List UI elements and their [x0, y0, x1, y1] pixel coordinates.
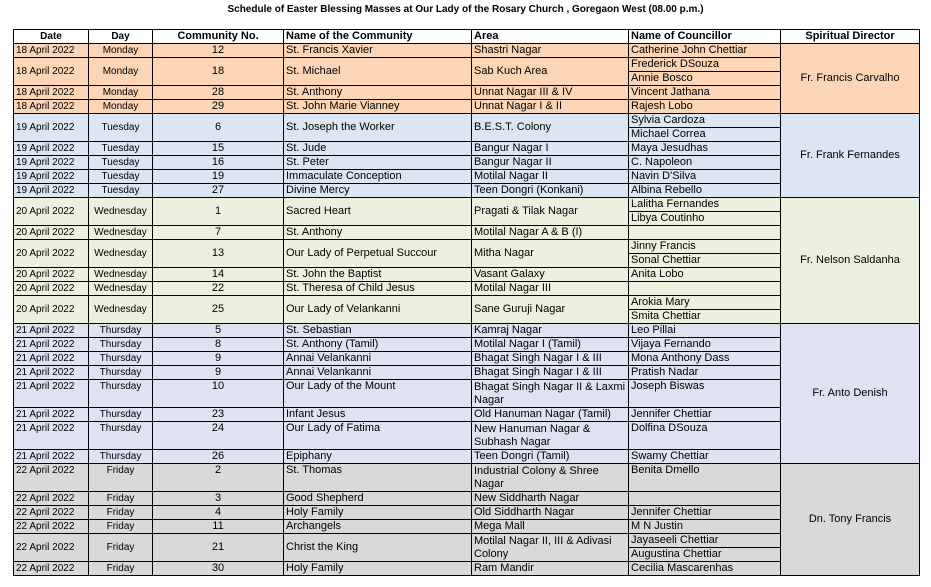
day-cell: Friday: [89, 520, 153, 534]
councillor-cell: [629, 296, 781, 324]
community-no-cell: 8: [153, 338, 284, 352]
community-name-cell: St. Thomas: [284, 464, 472, 492]
councillor-name: Pratish Nadar: [631, 366, 699, 378]
day-cell: Wednesday: [89, 282, 153, 296]
day-cell: Thursday: [89, 338, 153, 352]
councillor-name: Benita Dmello: [631, 464, 700, 476]
community-no-cell: 9: [153, 366, 284, 380]
councillor-cell: [629, 422, 781, 450]
area-cell: [472, 422, 629, 450]
community-no-cell: 5: [153, 324, 284, 338]
area-line: Mitha Nagar: [474, 247, 534, 259]
date-cell: 21 April 2022: [14, 366, 89, 380]
table-row: [14, 324, 920, 338]
day-cell: Monday: [89, 44, 153, 58]
date-cell: 19 April 2022: [14, 170, 89, 184]
councillor-name: Leo Pillai: [631, 324, 676, 336]
area-cell: [472, 450, 629, 464]
councillor-cell: [629, 156, 781, 170]
councillor-name: Swamy Chettiar: [631, 450, 709, 462]
community-no-cell: 2: [153, 464, 284, 492]
spiritual-director-cell: Fr. Francis Carvalho: [781, 44, 920, 114]
councillor-cell: [629, 184, 781, 198]
area-cell: [472, 520, 629, 534]
area-cell: [472, 44, 629, 58]
day-cell: Friday: [89, 562, 153, 576]
community-name-cell: Infant Jesus: [284, 408, 472, 422]
date-cell: 21 April 2022: [14, 324, 89, 338]
date-cell: 22 April 2022: [14, 506, 89, 520]
councillor-cell: [629, 226, 781, 240]
day-cell: Thursday: [89, 352, 153, 366]
councillor-name: [631, 282, 778, 295]
councillor-name: M N Justin: [631, 520, 683, 532]
councillor-cell: [629, 366, 781, 380]
area-line: Teen Dongri (Konkani): [474, 184, 584, 196]
community-no-cell: 14: [153, 268, 284, 282]
community-name-cell: Good Shepherd: [284, 492, 472, 506]
area-cell: [472, 170, 629, 184]
councillor-name: Maya Jesudhas: [631, 142, 709, 154]
date-cell: 18 April 2022: [14, 44, 89, 58]
community-name-cell: Holy Family: [284, 562, 472, 576]
day-cell: Tuesday: [89, 142, 153, 156]
community-name-cell: St. Michael: [284, 58, 472, 86]
community-name-cell: St. Francis Xavier: [284, 44, 472, 58]
schedule-body: [14, 44, 920, 576]
councillor-name: Vijaya Fernando: [631, 338, 711, 350]
community-no-cell: 13: [153, 240, 284, 268]
date-cell: 22 April 2022: [14, 464, 89, 492]
councillor-name: Albina Rebello: [631, 184, 702, 196]
day-cell: Monday: [89, 100, 153, 114]
area-cell: [472, 464, 629, 492]
day-cell: Monday: [89, 58, 153, 86]
community-no-cell: 1: [153, 198, 284, 226]
area-line: Sane Guruji Nagar: [474, 303, 566, 315]
community-name-cell: St. Anthony (Tamil): [284, 338, 472, 352]
header-day: Day: [89, 30, 153, 44]
date-cell: 18 April 2022: [14, 100, 89, 114]
area-line: Sab Kuch Area: [474, 65, 548, 77]
date-cell: 18 April 2022: [14, 86, 89, 100]
header-date: Date: [14, 30, 89, 44]
date-cell: 20 April 2022: [14, 198, 89, 226]
day-cell: Tuesday: [89, 156, 153, 170]
area-cell: [472, 562, 629, 576]
day-cell: Wednesday: [89, 226, 153, 240]
table-row: [14, 198, 920, 226]
area-cell: [472, 198, 629, 226]
date-cell: 20 April 2022: [14, 296, 89, 324]
councillor-cell: [629, 324, 781, 338]
councillor-name: Smita Chettiar: [629, 309, 780, 323]
spiritual-director-cell: Fr. Frank Fernandes: [781, 114, 920, 198]
councillor-name: Augustina Chettiar: [629, 547, 780, 561]
area-line: Old Hanuman Nagar (Tamil): [474, 408, 611, 420]
area-cell: [472, 534, 629, 562]
community-name-cell: Our Lady of the Mount: [284, 380, 472, 408]
day-cell: Thursday: [89, 380, 153, 408]
councillor-cell: [629, 352, 781, 366]
area-cell: [472, 114, 629, 142]
councillor-cell: [629, 520, 781, 534]
community-no-cell: 15: [153, 142, 284, 156]
day-cell: Thursday: [89, 366, 153, 380]
community-name-cell: St. John Marie Vianney: [284, 100, 472, 114]
councillor-name: Jennifer Chettiar: [631, 408, 712, 420]
area-cell: [472, 268, 629, 282]
councillor-cell: [629, 198, 781, 226]
area-line: Unnat Nagar III & IV: [474, 86, 573, 98]
area-line: Teen Dongri (Tamil): [474, 450, 570, 462]
day-cell: Tuesday: [89, 170, 153, 184]
area-cell: [472, 366, 629, 380]
area-line: Bhagat Singh Nagar I & III: [474, 352, 602, 364]
area-line: Nagar: [474, 393, 504, 406]
day-cell: Tuesday: [89, 184, 153, 198]
area-cell: [472, 156, 629, 170]
councillor-cell: [629, 142, 781, 156]
community-name-cell: St. Jude: [284, 142, 472, 156]
date-cell: 22 April 2022: [14, 520, 89, 534]
area-cell: [472, 506, 629, 520]
day-cell: Thursday: [89, 450, 153, 464]
community-name-cell: St. Joseph the Worker: [284, 114, 472, 142]
community-no-cell: 16: [153, 156, 284, 170]
day-cell: Wednesday: [89, 296, 153, 324]
community-no-cell: 29: [153, 100, 284, 114]
community-no-cell: 9: [153, 352, 284, 366]
day-cell: Wednesday: [89, 268, 153, 282]
day-cell: Monday: [89, 86, 153, 100]
councillor-cell: [629, 450, 781, 464]
community-name-cell: St. Peter: [284, 156, 472, 170]
area-cell: [472, 58, 629, 86]
councillor-cell: [629, 86, 781, 100]
councillor-cell: [629, 506, 781, 520]
date-cell: 18 April 2022: [14, 58, 89, 86]
councillor-name: Lalitha Fernandes: [631, 198, 720, 210]
councillor-name: Jayaseeli Chettiar: [631, 534, 719, 546]
day-cell: Thursday: [89, 408, 153, 422]
councillor-cell: [629, 282, 781, 296]
councillor-name: Catherine John Chettiar: [631, 44, 748, 56]
area-cell: [472, 380, 629, 408]
area-line: Motilal Nagar I (Tamil): [474, 338, 581, 350]
date-cell: 21 April 2022: [14, 338, 89, 352]
community-no-cell: 19: [153, 170, 284, 184]
community-name-cell: Annai Velankanni: [284, 366, 472, 380]
area-line: Pragati & Tilak Nagar: [474, 205, 578, 217]
area-cell: [472, 408, 629, 422]
community-no-cell: 7: [153, 226, 284, 240]
councillor-name: Vincent Jathana: [631, 86, 710, 98]
area-cell: [472, 282, 629, 296]
community-name-cell: St. Anthony: [284, 226, 472, 240]
spiritual-director-cell: Fr. Anto Denish: [781, 324, 920, 464]
spiritual-director-cell: Dn. Tony Francis: [781, 464, 920, 576]
councillor-name: Cecilia Mascarenhas: [631, 562, 734, 574]
community-no-cell: 21: [153, 534, 284, 562]
community-no-cell: 4: [153, 506, 284, 520]
header-spiritual-director: Spiritual Director: [781, 30, 920, 44]
date-cell: 21 April 2022: [14, 352, 89, 366]
community-no-cell: 3: [153, 492, 284, 506]
councillor-cell: [629, 338, 781, 352]
councillor-cell: [629, 58, 781, 86]
area-line: Colony: [474, 547, 509, 560]
area-line: Vasant Galaxy: [474, 268, 545, 280]
table-row: [14, 44, 920, 58]
area-line: Industrial Colony & Shree: [474, 464, 599, 477]
community-name-cell: Divine Mercy: [284, 184, 472, 198]
councillor-name: Arokia Mary: [631, 296, 690, 308]
councillor-name: Anita Lobo: [631, 268, 684, 280]
councillor-cell: [629, 408, 781, 422]
area-line: Unnat Nagar I & II: [474, 100, 563, 112]
area-cell: [472, 352, 629, 366]
community-no-cell: 10: [153, 380, 284, 408]
community-name-cell: St. Sebastian: [284, 324, 472, 338]
councillor-name: C. Napoleon: [631, 156, 693, 168]
page-title: Schedule of Easter Blessing Masses at Our Lady of the Rosary Church , Goregaon West (08.00 p.m.): [227, 4, 704, 15]
day-cell: Wednesday: [89, 240, 153, 268]
date-cell: 21 April 2022: [14, 380, 89, 408]
date-cell: 19 April 2022: [14, 114, 89, 142]
community-no-cell: 24: [153, 422, 284, 450]
councillor-name: Joseph Biswas: [631, 380, 705, 392]
day-cell: Friday: [89, 534, 153, 562]
date-cell: 20 April 2022: [14, 240, 89, 268]
date-cell: 19 April 2022: [14, 156, 89, 170]
councillor-name: [631, 492, 778, 505]
community-no-cell: 26: [153, 450, 284, 464]
area-cell: [472, 492, 629, 506]
day-cell: Thursday: [89, 422, 153, 450]
area-line: Motilal Nagar A & B (I): [474, 226, 583, 238]
councillor-cell: [629, 534, 781, 562]
area-cell: [472, 142, 629, 156]
date-cell: 22 April 2022: [14, 534, 89, 562]
area-cell: [472, 86, 629, 100]
header-row: [14, 30, 920, 44]
area-line: Old Siddharth Nagar: [474, 506, 575, 518]
area-cell: [472, 184, 629, 198]
community-no-cell: 11: [153, 520, 284, 534]
community-name-cell: Sacred Heart: [284, 198, 472, 226]
date-cell: 21 April 2022: [14, 408, 89, 422]
councillor-name: Mona Anthony Dass: [631, 352, 730, 364]
area-line: Ram Mandir: [474, 562, 534, 574]
councillor-name: Jennifer Chettiar: [631, 506, 712, 518]
community-no-cell: 30: [153, 562, 284, 576]
community-name-cell: Christ the King: [284, 534, 472, 562]
area-line: Motilal Nagar III: [474, 282, 552, 294]
councillor-name: Rajesh Lobo: [631, 100, 693, 112]
date-cell: 21 April 2022: [14, 422, 89, 450]
header-community-no: Community No.: [153, 30, 284, 44]
area-cell: [472, 338, 629, 352]
day-cell: Friday: [89, 506, 153, 520]
community-name-cell: Holy Family: [284, 506, 472, 520]
day-cell: Friday: [89, 464, 153, 492]
header-councillor: Name of Councillor: [629, 30, 781, 44]
area-line: New Hanuman Nagar &: [474, 422, 591, 435]
councillor-name: Frederick DSouza: [631, 58, 720, 70]
date-cell: 20 April 2022: [14, 226, 89, 240]
spiritual-director-cell: Fr. Nelson Saldanha: [781, 198, 920, 324]
community-no-cell: 27: [153, 184, 284, 198]
councillor-cell: [629, 562, 781, 576]
councillor-name: Navin D'Silva: [631, 170, 697, 182]
area-line: Kamraj Nagar: [474, 324, 542, 336]
councillor-cell: [629, 380, 781, 408]
date-cell: 20 April 2022: [14, 268, 89, 282]
community-name-cell: Our Lady of Velankanni: [284, 296, 472, 324]
councillor-cell: [629, 170, 781, 184]
community-name-cell: St. Anthony: [284, 86, 472, 100]
header-area: Area: [472, 30, 629, 44]
area-line: Nagar: [474, 477, 504, 490]
community-name-cell: St. John the Baptist: [284, 268, 472, 282]
community-name-cell: Our Lady of Fatima: [284, 422, 472, 450]
area-line: Motilal Nagar II, III & Adivasi: [474, 534, 612, 547]
councillor-cell: [629, 100, 781, 114]
councillor-name: Libya Coutinho: [629, 211, 780, 225]
day-cell: Tuesday: [89, 114, 153, 142]
area-line: B.E.S.T. Colony: [474, 121, 552, 133]
community-no-cell: 28: [153, 86, 284, 100]
area-line: Bhagat Singh Nagar I & III: [474, 366, 602, 378]
date-cell: 19 April 2022: [14, 184, 89, 198]
community-name-cell: Immaculate Conception: [284, 170, 472, 184]
councillor-name: Sonal Chettiar: [629, 253, 780, 267]
community-no-cell: 12: [153, 44, 284, 58]
councillor-name: [631, 226, 778, 239]
area-line: Bangur Nagar II: [474, 156, 552, 168]
area-cell: [472, 226, 629, 240]
date-cell: 20 April 2022: [14, 282, 89, 296]
community-name-cell: Our Lady of Perpetual Succour: [284, 240, 472, 268]
header-community-name: Name of the Community: [284, 30, 472, 44]
date-cell: 22 April 2022: [14, 562, 89, 576]
community-name-cell: Annai Velankanni: [284, 352, 472, 366]
area-cell: [472, 100, 629, 114]
area-line: Bangur Nagar I: [474, 142, 549, 154]
councillor-cell: [629, 268, 781, 282]
councillor-cell: [629, 492, 781, 506]
community-no-cell: 6: [153, 114, 284, 142]
community-no-cell: 23: [153, 408, 284, 422]
area-line: Motilal Nagar II: [474, 170, 548, 182]
table-row: [14, 464, 920, 492]
community-no-cell: 18: [153, 58, 284, 86]
community-name-cell: St. Theresa of Child Jesus: [284, 282, 472, 296]
area-line: Bhagat Singh Nagar II & Laxmi: [474, 380, 626, 393]
area-line: Shastri Nagar: [474, 44, 542, 56]
area-cell: [472, 324, 629, 338]
table-row: [14, 114, 920, 142]
community-name-cell: Epiphany: [284, 450, 472, 464]
councillor-cell: [629, 240, 781, 268]
community-name-cell: Archangels: [284, 520, 472, 534]
community-no-cell: 25: [153, 296, 284, 324]
councillor-cell: [629, 44, 781, 58]
schedule-table: [13, 29, 920, 576]
councillor-name: Michael Correa: [629, 127, 780, 141]
councillor-name: Sylvia Cardoza: [631, 114, 705, 126]
area-line: New Siddharth Nagar: [474, 492, 580, 504]
date-cell: 21 April 2022: [14, 450, 89, 464]
area-cell: [472, 240, 629, 268]
day-cell: Wednesday: [89, 198, 153, 226]
date-cell: 19 April 2022: [14, 142, 89, 156]
councillor-cell: [629, 114, 781, 142]
area-cell: [472, 296, 629, 324]
day-cell: Friday: [89, 492, 153, 506]
day-cell: Thursday: [89, 324, 153, 338]
date-cell: 22 April 2022: [14, 492, 89, 506]
area-line: Subhash Nagar: [474, 435, 551, 448]
area-line: Mega Mall: [474, 520, 525, 532]
community-no-cell: 22: [153, 282, 284, 296]
councillor-name: Jinny Francis: [631, 240, 696, 252]
councillor-cell: [629, 464, 781, 492]
councillor-name: Dolfina DSouza: [631, 422, 708, 434]
councillor-name: Annie Bosco: [629, 71, 780, 85]
